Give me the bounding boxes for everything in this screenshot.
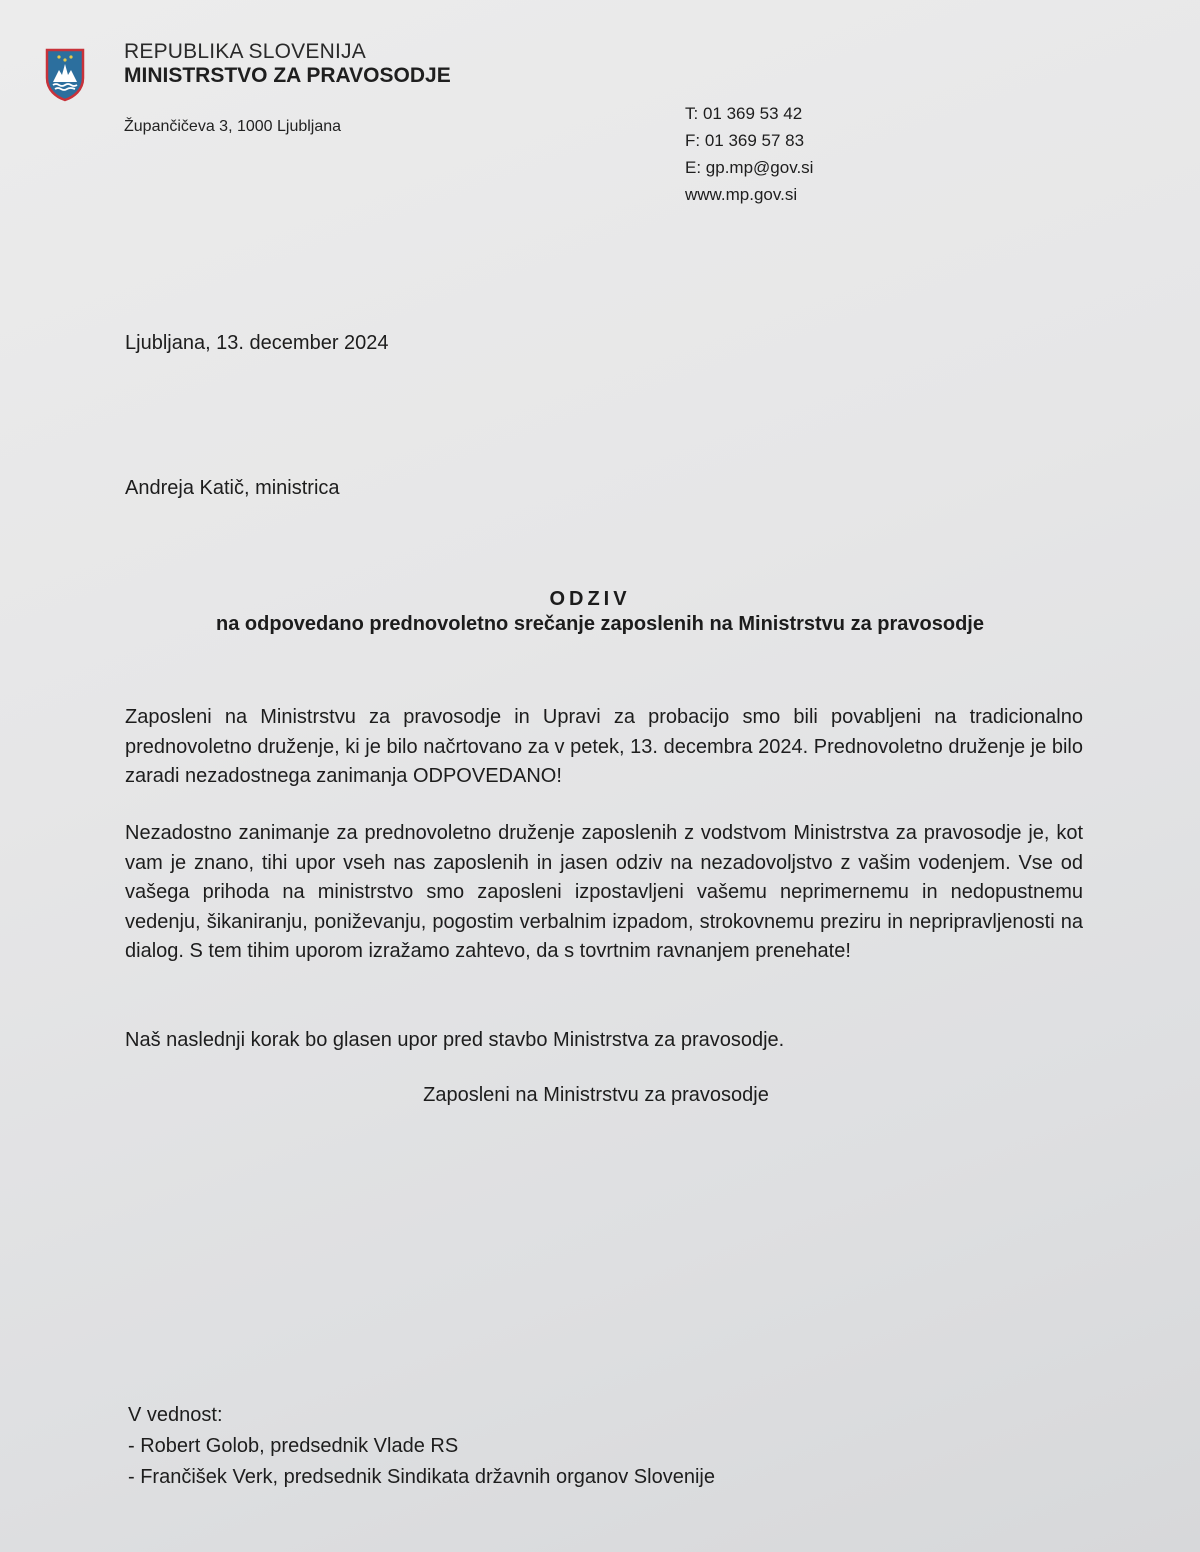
letter-date: Ljubljana, 13. december 2024 [125,332,389,354]
letter-signature: Zaposleni na Ministrstvu za pravosodje [423,1084,769,1106]
letter-recipient: Andreja Katič, ministrica [125,477,340,499]
body-paragraph-3: Naš naslednji korak bo glasen upor pred stavbo Ministrstva za pravosodje. [125,1029,785,1051]
cc-label: V vednost: [128,1404,223,1426]
header-ministry: MINISTRSTVO ZA PRAVOSODJE [124,64,451,87]
cc-block [128,1400,715,1493]
cc-item: - Frančišek Verk, predsednik Sindikata državnih organov Slovenije [128,1466,715,1488]
body-paragraph-2: Nezadostno zanimanje za prednovoletno druženje zaposlenih z vodstvom Ministrstva za pravosodje je, kot vam je znano, tihi upor vseh nas zaposlenih in jasen odziv na nezadovoljstvo z vašim vodenjem. Vse od vašega prihoda na ministrstvo smo zaposleni izpostavljeni vašemu neprimernemu in nedopustnemu vedenju, šikaniranju, poniževanju, pogostim verbalnim izpadom, strokovnemu preziru in nepripravljenosti na dialog. S tem tihim uporom izražamo zahtevo, da s tovrtnim ravnanjem prenehate! [125,822,1083,962]
letter-subtitle: na odpovedano prednovoletno srečanje zaposlenih na Ministrstvu za pravosodje [216,613,984,635]
contact-fax: F: 01 369 57 83 [685,131,805,150]
contact-phone: T: 01 369 53 42 [685,104,803,123]
contact-block [685,100,813,208]
body-paragraph-1: Zaposleni na Ministrstvu za pravosodje in Upravi za probacijo smo bili povabljeni na tradicionalno prednovoletno druženje, ki je bilo načrtovano za v petek, 13. decembra 2024. Prednovoletno druženje je bilo zaradi nezadostnega zanimanja ODPOVEDANO! [125,706,1083,787]
contact-web: www.mp.gov.si [685,185,798,204]
header-country: REPUBLIKA SLOVENIJA [124,40,366,63]
letter-title: ODZIV [549,588,631,610]
contact-email: E: gp.mp@gov.si [685,158,814,177]
header-address: Župančičeva 3, 1000 Ljubljana [124,118,342,135]
slovenia-coat-of-arms-icon [44,48,86,102]
cc-item: - Robert Golob, predsednik Vlade RS [128,1435,459,1457]
